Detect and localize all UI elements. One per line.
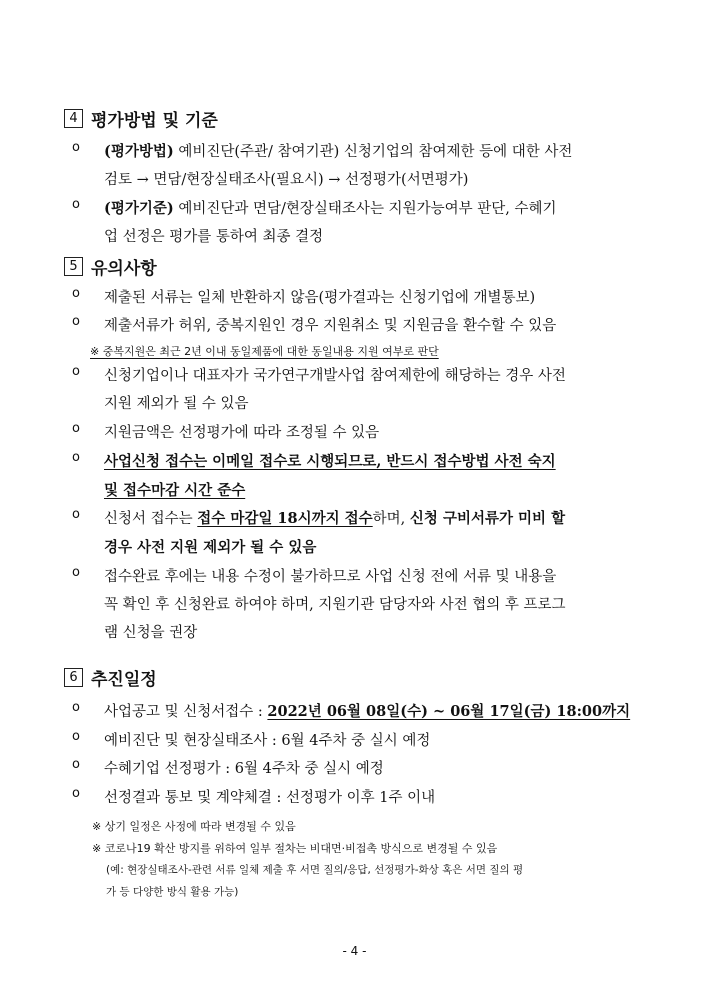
deadline-text: 접수 마감일 18시까지 접수 xyxy=(197,510,373,527)
bullet-icon: ο xyxy=(72,700,80,715)
application-period: 2022년 06월 08일(수) ~ 06월 17일(금) 18:00까지 xyxy=(267,703,631,720)
section-number: 4 xyxy=(64,109,83,128)
bullet-icon: ο xyxy=(72,565,80,580)
section-title: 유의사항 xyxy=(91,259,157,279)
note: (예: 현장실태조사-관련 서류 일체 제출 후 서면 질의/응답, 선정평가-화상 혹은 서면 질의 평 xyxy=(106,864,524,876)
section-6-heading xyxy=(64,665,157,690)
section-4-heading xyxy=(64,106,218,131)
bullet-icon: ο xyxy=(72,786,80,801)
section-number: 5 xyxy=(64,257,83,276)
bullet-icon: ο xyxy=(72,450,80,465)
bullet-icon: ο xyxy=(72,757,80,772)
bullet-icon: ο xyxy=(72,729,80,744)
bullet-icon: ο xyxy=(72,197,80,212)
note: ※ 코로나19 확산 방지를 위하여 일부 절차는 비대면·비접촉 방식으로 변경될 수 있음 xyxy=(92,842,498,855)
page-number: - 4 - xyxy=(342,944,367,958)
item-label: (평가방법) xyxy=(104,143,174,160)
bullet-icon: ο xyxy=(72,314,80,329)
bullet-icon: ο xyxy=(72,507,80,522)
note: ※ 상기 일정은 사정에 따라 변경될 수 있음 xyxy=(92,820,296,833)
bullet-icon: ο xyxy=(72,421,80,436)
section-5-heading xyxy=(64,254,157,279)
section-number: 6 xyxy=(64,668,83,687)
section-title: 평가방법 및 기준 xyxy=(91,111,218,131)
note: 가 등 다양한 방식 활용 가능) xyxy=(106,886,239,898)
bullet-icon: ο xyxy=(72,286,80,301)
section-title: 추진일정 xyxy=(91,670,157,690)
bullet-icon: ο xyxy=(72,364,80,379)
note: ※ 중복지원은 최근 2년 이내 동일제품에 대한 동일내용 지원 여부로 판단 xyxy=(90,345,439,358)
bullet-icon: ο xyxy=(72,140,80,155)
item-label: (평가기준) xyxy=(104,200,174,217)
